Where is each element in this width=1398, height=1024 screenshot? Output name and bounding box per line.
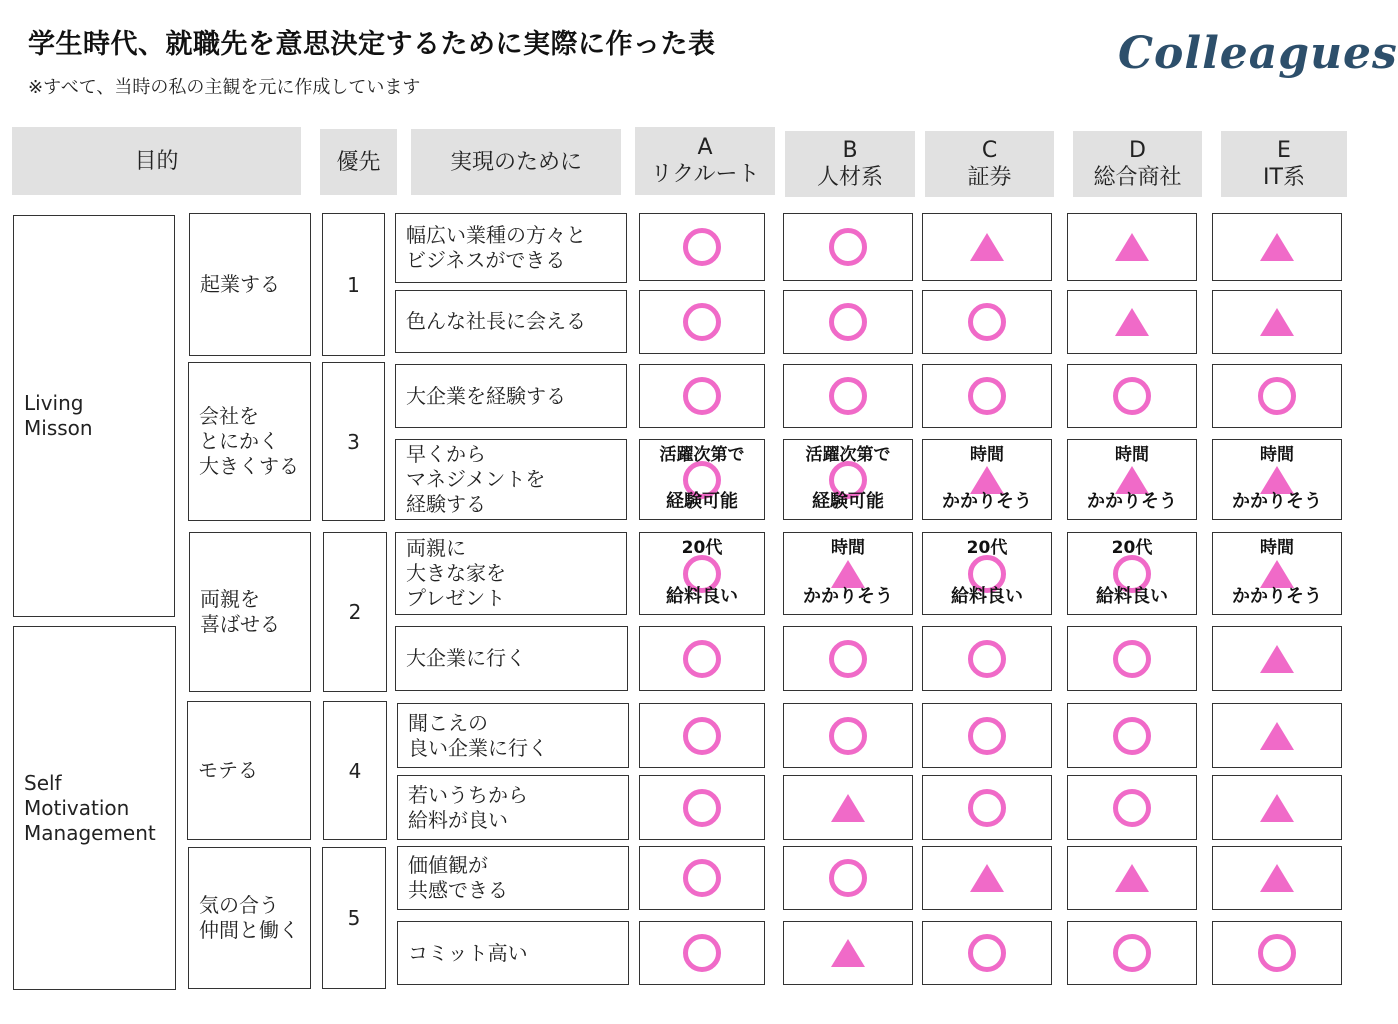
purpose-self-motivation: Self Motivation Management <box>13 626 176 990</box>
rating-cell <box>783 439 913 520</box>
rating-cell <box>1067 532 1197 615</box>
purpose-living-mission: Living Misson <box>13 215 175 617</box>
rating-note-bottom: かかりそう <box>803 586 893 607</box>
rating-cell <box>783 213 913 281</box>
priority-value: 4 <box>323 701 387 840</box>
rating-note-top: 20代 <box>681 538 723 558</box>
triangle-icon <box>970 233 1004 261</box>
header-priority <box>320 129 397 195</box>
rating-note-top: 活躍次第で <box>659 445 745 465</box>
rating-note-bottom: 給料良い <box>666 586 738 607</box>
rating-cell <box>783 290 913 354</box>
circle-icon <box>968 934 1006 972</box>
goal-be-popular: モテる <box>187 701 311 840</box>
rating-note-top: 時間 <box>970 445 1004 465</box>
rating-cell <box>922 626 1052 691</box>
circle-icon <box>968 377 1006 415</box>
rating-cell <box>639 532 765 615</box>
circle-icon <box>683 789 721 827</box>
rating-cell <box>639 439 765 520</box>
header-company-b <box>785 131 915 197</box>
circle-icon <box>683 228 721 266</box>
rating-note-top: 20代 <box>1111 538 1153 558</box>
goal-grow-company: 会社を とにかく 大きくする <box>188 362 311 521</box>
company-name: 人材系 <box>816 165 883 190</box>
rating-cell <box>639 921 765 985</box>
triangle-icon <box>1260 722 1294 750</box>
priority-value: 5 <box>322 847 386 989</box>
rating-cell <box>1212 626 1342 691</box>
rating-cell <box>1067 213 1197 281</box>
rating-cell <box>1212 364 1342 428</box>
rating-cell <box>922 921 1052 985</box>
circle-icon <box>968 789 1006 827</box>
rating-note-top: 時間 <box>1260 445 1294 465</box>
rating-cell <box>639 290 765 354</box>
circle-icon <box>968 717 1006 755</box>
circle-icon <box>1113 377 1151 415</box>
triangle-icon <box>1115 308 1149 336</box>
rating-cell <box>639 364 765 428</box>
circle-icon <box>683 640 721 678</box>
rating-cell <box>922 532 1052 615</box>
circle-icon <box>683 303 721 341</box>
means-item: 大企業を経験する <box>395 364 627 428</box>
rating-note-top: 時間 <box>831 538 865 558</box>
triangle-icon <box>970 864 1004 892</box>
means-item: 色んな社長に会える <box>395 290 627 353</box>
means-item: 早くから マネジメントを 経験する <box>395 439 627 520</box>
rating-cell <box>1067 290 1197 354</box>
header-means <box>411 129 621 195</box>
rating-cell <box>783 846 913 910</box>
rating-note-bottom: かかりそう <box>942 491 1032 512</box>
goal-start-business: 起業する <box>189 213 311 356</box>
page-title: 学生時代、就職先を意思決定するために実際に作った表 <box>28 29 716 60</box>
means-item: コミット高い <box>397 921 629 985</box>
triangle-icon <box>1260 466 1294 494</box>
triangle-icon <box>1115 466 1149 494</box>
circle-icon <box>1258 934 1296 972</box>
circle-icon <box>968 640 1006 678</box>
circle-icon <box>683 934 721 972</box>
rating-cell <box>922 213 1052 281</box>
rating-cell <box>639 213 765 281</box>
company-letter: C <box>981 138 998 163</box>
header-company-d <box>1073 131 1202 197</box>
circle-icon <box>1113 789 1151 827</box>
circle-icon <box>829 859 867 897</box>
rating-note-top: 時間 <box>1260 538 1294 558</box>
rating-cell <box>639 846 765 910</box>
goal-like-minded-team: 気の合う 仲間と働く <box>188 847 311 989</box>
rating-note-bottom: 給料良い <box>1096 586 1168 607</box>
header-purpose-label: 目的 <box>134 148 179 174</box>
company-letter: A <box>697 135 713 160</box>
rating-cell <box>1067 439 1197 520</box>
rating-cell <box>1212 775 1342 840</box>
rating-cell <box>783 775 913 840</box>
triangle-icon <box>1260 645 1294 673</box>
rating-cell <box>783 364 913 428</box>
rating-cell <box>922 703 1052 768</box>
colleagues-logo: Colleagues <box>1118 28 1398 79</box>
rating-cell <box>1212 213 1342 281</box>
rating-cell <box>922 439 1052 520</box>
triangle-icon <box>1260 864 1294 892</box>
company-name: リクルート <box>650 162 760 187</box>
rating-cell <box>783 626 913 691</box>
rating-note-top: 20代 <box>966 538 1008 558</box>
circle-icon <box>1113 934 1151 972</box>
rating-note-bottom: かかりそう <box>1232 491 1322 512</box>
circle-icon <box>829 717 867 755</box>
circle-icon <box>968 303 1006 341</box>
triangle-icon <box>1115 864 1149 892</box>
circle-icon <box>683 377 721 415</box>
rating-cell <box>1067 921 1197 985</box>
means-item: 若いうちから 給料が良い <box>397 775 629 840</box>
means-item: 大企業に行く <box>395 626 628 691</box>
rating-cell <box>922 290 1052 354</box>
rating-cell <box>1212 921 1342 985</box>
means-item: 両親に 大きな家を プレゼント <box>395 532 627 615</box>
means-item: 幅広い業種の方々と ビジネスができる <box>395 213 627 283</box>
rating-cell <box>1067 846 1197 910</box>
rating-note-bottom: 経験可能 <box>666 491 738 512</box>
rating-note-bottom: かかりそう <box>1232 586 1322 607</box>
rating-cell <box>1067 626 1197 691</box>
company-letter: E <box>1277 138 1291 163</box>
header-means-label: 実現のために <box>449 149 582 175</box>
rating-note-bottom: かかりそう <box>1087 491 1177 512</box>
means-item: 価値観が 共感できる <box>397 846 629 910</box>
rating-cell <box>783 921 913 985</box>
circle-icon <box>1258 377 1296 415</box>
means-item: 聞こえの 良い企業に行く <box>397 703 629 768</box>
header-company-a <box>635 127 775 195</box>
circle-icon <box>1113 640 1151 678</box>
triangle-icon <box>1115 233 1149 261</box>
rating-cell <box>1212 532 1342 615</box>
header-company-e <box>1221 131 1347 197</box>
circle-icon <box>829 228 867 266</box>
triangle-icon <box>1260 560 1294 588</box>
rating-cell <box>1212 290 1342 354</box>
company-letter: D <box>1129 138 1146 163</box>
rating-cell <box>1067 775 1197 840</box>
triangle-icon <box>831 794 865 822</box>
page-subtitle: ※すべて、当時の私の主観を元に作成しています <box>28 77 421 98</box>
rating-cell <box>1067 364 1197 428</box>
company-letter: B <box>842 138 858 163</box>
rating-cell <box>922 775 1052 840</box>
priority-value: 1 <box>322 213 385 356</box>
header-purpose <box>12 127 301 195</box>
header-priority-label: 優先 <box>336 149 381 175</box>
rating-note-bottom: 給料良い <box>951 586 1023 607</box>
goal-please-parents: 両親を 喜ばせる <box>189 532 311 692</box>
rating-cell <box>639 626 765 691</box>
triangle-icon <box>831 939 865 967</box>
triangle-icon <box>831 560 865 588</box>
rating-cell <box>1212 703 1342 768</box>
rating-cell <box>1067 703 1197 768</box>
circle-icon <box>1113 717 1151 755</box>
circle-icon <box>829 640 867 678</box>
company-name: 証券 <box>967 165 1012 190</box>
rating-cell <box>783 532 913 615</box>
priority-value: 2 <box>323 532 387 692</box>
triangle-icon <box>1260 794 1294 822</box>
triangle-icon <box>970 466 1004 494</box>
rating-cell <box>1212 439 1342 520</box>
rating-note-top: 時間 <box>1115 445 1149 465</box>
circle-icon <box>829 377 867 415</box>
header-company-c <box>925 131 1054 197</box>
rating-cell <box>639 775 765 840</box>
company-name: 総合商社 <box>1093 165 1182 190</box>
priority-value: 3 <box>322 362 385 521</box>
circle-icon <box>683 859 721 897</box>
rating-cell <box>922 364 1052 428</box>
rating-cell <box>1212 846 1342 910</box>
company-name: IT系 <box>1263 165 1305 190</box>
circle-icon <box>683 717 721 755</box>
rating-cell <box>922 846 1052 910</box>
triangle-icon <box>1260 233 1294 261</box>
rating-cell <box>783 703 913 768</box>
rating-cell <box>639 703 765 768</box>
rating-note-bottom: 経験可能 <box>812 491 884 512</box>
rating-note-top: 活躍次第で <box>805 445 891 465</box>
circle-icon <box>829 303 867 341</box>
triangle-icon <box>1260 308 1294 336</box>
